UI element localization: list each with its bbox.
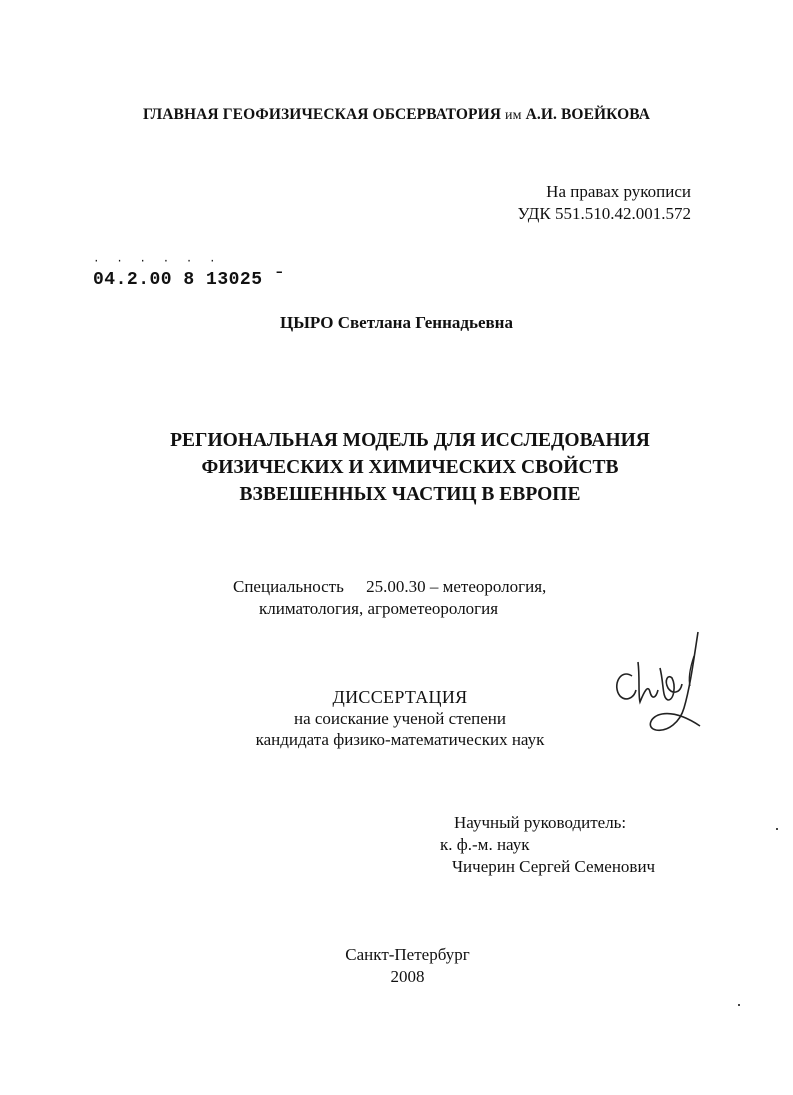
registration-code: 04.2.00 8 13025 xyxy=(93,270,263,290)
year: 2008 xyxy=(390,967,425,986)
stamp-mark: ˉ xyxy=(273,270,286,290)
dissertation-line-2: на соискание ученой степени xyxy=(293,709,507,728)
supervisor-name: Чичерин Сергей Семенович xyxy=(452,857,656,876)
author-name: ЦЫРО Светлана Геннадьевна xyxy=(280,313,513,332)
registration-stamp xyxy=(93,256,286,290)
specialty-code: 25.00.30 – метеорология, xyxy=(366,577,547,596)
dissertation-heading: ДИССЕРТАЦИЯ xyxy=(332,687,468,707)
scan-speck xyxy=(738,1004,740,1006)
rights-block xyxy=(517,181,691,225)
specialty-line-2: климатология, агрометеорология xyxy=(259,599,499,618)
supervisor-block xyxy=(438,812,655,878)
organization-header xyxy=(0,106,793,124)
title-line-3: ВЗВЕШЕННЫХ ЧАСТИЦ В ЕВРОПЕ xyxy=(239,484,581,505)
organization-main: ГЛАВНАЯ ГЕОФИЗИЧЕСКАЯ ОБСЕРВАТОРИЯ xyxy=(142,106,502,123)
stamp-dots: · · · · · · xyxy=(93,256,221,268)
dissertation-line-3: кандидата физико-математических наук xyxy=(255,730,545,749)
place-block xyxy=(0,944,793,988)
thesis-title xyxy=(0,427,793,508)
organization-im: им xyxy=(505,108,522,123)
supervisor-label: Научный руководитель: xyxy=(454,813,627,832)
specialty-label: Специальность xyxy=(233,577,344,596)
specialty-block xyxy=(233,576,546,620)
scan-speck xyxy=(776,828,778,830)
rights-note: На правах рукописи xyxy=(546,182,691,201)
organization-name: А.И. ВОЕЙКОВА xyxy=(525,106,651,123)
dissertation-block xyxy=(0,687,793,750)
city: Санкт-Петербург xyxy=(345,945,470,964)
title-line-2: ФИЗИЧЕСКИХ И ХИМИЧЕСКИХ СВОЙСТВ xyxy=(201,457,619,478)
supervisor-degree: к. ф.-м. наук xyxy=(440,835,530,854)
udk-code: УДК 551.510.42.001.572 xyxy=(517,204,691,223)
title-line-1: РЕГИОНАЛЬНАЯ МОДЕЛЬ ДЛЯ ИССЛЕДОВАНИЯ xyxy=(170,430,650,451)
